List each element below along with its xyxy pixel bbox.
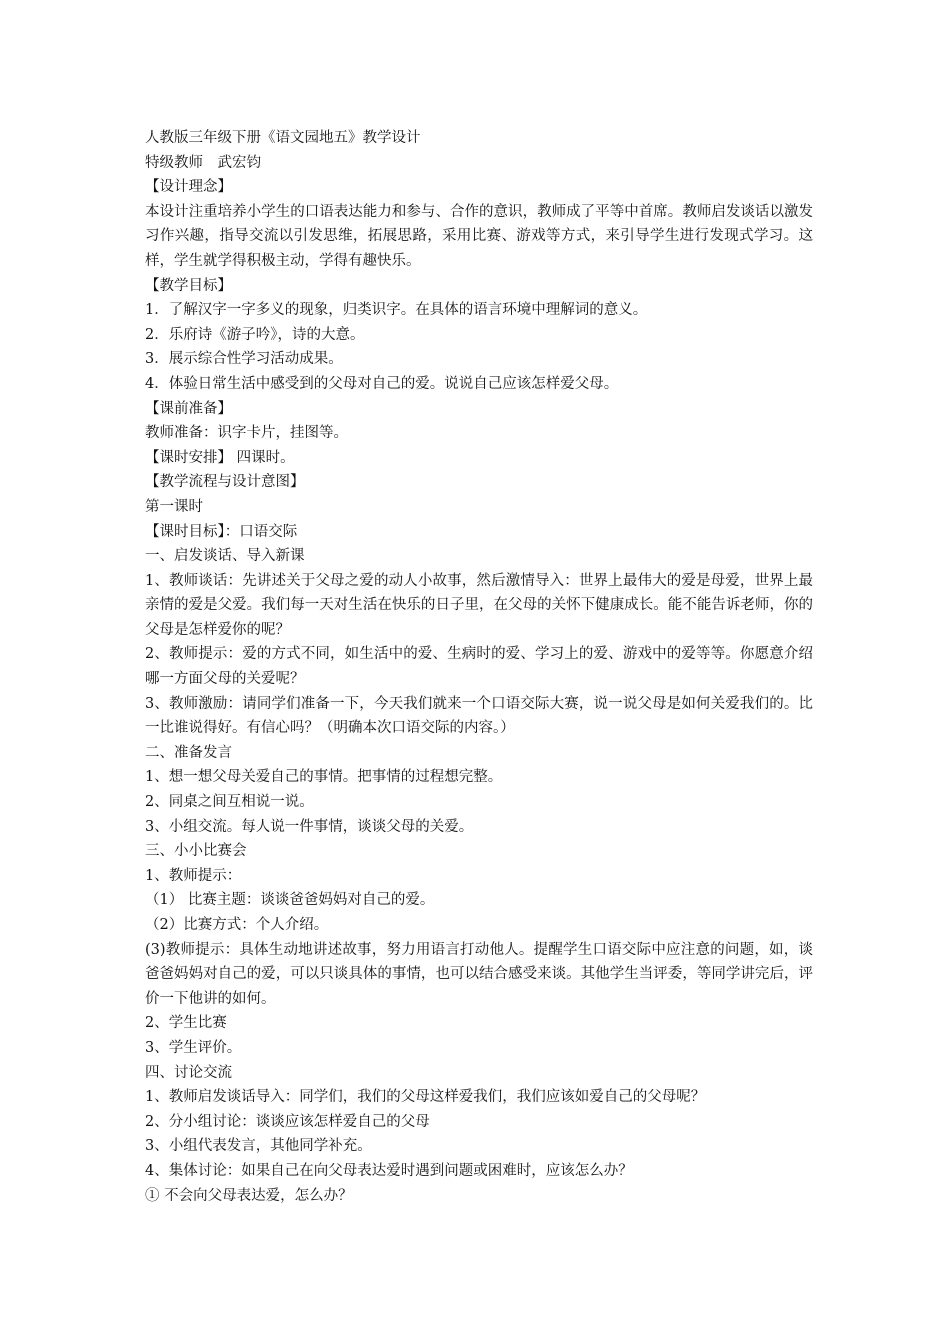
list-item: 1．了解汉字一字多义的现象，归类识字。在具体的语言环境中理解词的意义。 bbox=[145, 302, 648, 319]
list-item: （1） 比赛主题：谈谈爸爸妈妈对自己的爱。 bbox=[145, 892, 435, 909]
list-item: 4．体验日常生活中感受到的父母对自己的爱。说说自己应该怎样爱父母。 bbox=[145, 375, 619, 392]
list-item: 2．乐府诗《游子吟》，诗的大意。 bbox=[145, 326, 365, 343]
document-title: 人教版三年级下册《语文园地五》教学设计 bbox=[145, 130, 421, 146]
list-item: （2）比赛方式：个人介绍。 bbox=[145, 917, 329, 933]
list-item: 1、教师提示： bbox=[145, 867, 242, 884]
paragraph: 1、教师谈话：先讲述关于父母之爱的动人小故事，然后激情导入：世界上最伟大的爱是母爱，世界上最亲情的爱是父爱。我们每一天对生活在快乐的日子里，在父母的关怀下健康成长。能不能告诉老师，你的父母是怎样爱你的呢？ bbox=[145, 572, 813, 638]
list-item: 3、学生评价。 bbox=[145, 1039, 242, 1056]
lesson-heading: 第一课时 bbox=[145, 498, 203, 515]
paragraph: 本设计注重培养小学生的口语表达能力和参与、合作的意识，教师成了平等中首席。教师启发谈话以激发习作兴趣，指导交流以引发思维，拓展思路，采用比赛、游戏等方式，来引导学生进行发现式学习。这样，学生就学得积极主动，学得有趣快乐。 bbox=[145, 203, 813, 269]
list-item: 2、同桌之间互相说一说。 bbox=[145, 794, 314, 811]
section-heading: 【课时目标】：口语交际 bbox=[145, 523, 298, 540]
list-item: ① 不会向父母表达爱，怎么办？ bbox=[145, 1187, 353, 1204]
section-heading: 【教学目标】 bbox=[145, 277, 232, 294]
list-item: 3．展示综合性学习活动成果。 bbox=[145, 351, 343, 368]
step-heading: 三、小小比赛会 bbox=[145, 843, 247, 860]
list-item: 2、分小组讨论：谈谈应该怎样爱自己的父母 bbox=[145, 1113, 430, 1130]
section-heading: 【设计理念】 bbox=[145, 179, 232, 196]
paragraph: 2、教师提示：爱的方式不同，如生活中的爱、生病时的爱、学习上的爱、游戏中的爱等等。你愿意介绍哪一方面父母的关爱呢？ bbox=[145, 646, 813, 688]
paragraph: (3)教师提示：具体生动地讲述故事，努力用语言打动他人。提醒学生口语交际中应注意的问题，如，谈爸爸妈妈对自己的爱，可以只谈具体的事情，也可以结合感受来谈。其他学生当评委，等同学讲完后，评价一下他讲的如何。 bbox=[145, 941, 813, 1007]
step-heading: 一、启发谈话、导入新课 bbox=[145, 548, 305, 565]
list-item: 1、教师启发谈话导入：同学们，我们的父母这样爱我们，我们应该如爱自己的父母呢？ bbox=[145, 1089, 706, 1106]
section-heading: 【课时安排】 四课时。 bbox=[145, 449, 295, 466]
list-item: 3、小组代表发言，其他同学补充。 bbox=[145, 1138, 372, 1155]
section-heading: 【课前准备】 bbox=[145, 400, 232, 417]
list-item: 1、想一想父母关爱自己的事情。把事情的过程想完整。 bbox=[145, 769, 503, 786]
list-item: 2、学生比赛 bbox=[145, 1015, 227, 1032]
step-heading: 二、准备发言 bbox=[145, 744, 232, 761]
list-item: 3、小组交流。每人说一件事情，谈谈父母的关爱。 bbox=[145, 818, 474, 835]
list-item: 4、集体讨论：如果自己在向父母表达爱时遇到问题或困难时，应该怎么办？ bbox=[145, 1162, 633, 1179]
step-heading: 四、讨论交流 bbox=[145, 1064, 232, 1081]
paragraph: 教师准备：识字卡片，挂图等。 bbox=[145, 425, 348, 442]
document-body bbox=[145, 126, 813, 1208]
paragraph: 3、教师激励：请同学们准备一下，今天我们就来一个口语交际大赛，说一说父母是如何关爱我们的。比一比谁说得好。有信心吗？（明确本次口语交际的内容。） bbox=[145, 695, 813, 737]
author-line: 特级教师 武宏钧 bbox=[145, 154, 261, 171]
section-heading: 【教学流程与设计意图】 bbox=[145, 474, 305, 491]
